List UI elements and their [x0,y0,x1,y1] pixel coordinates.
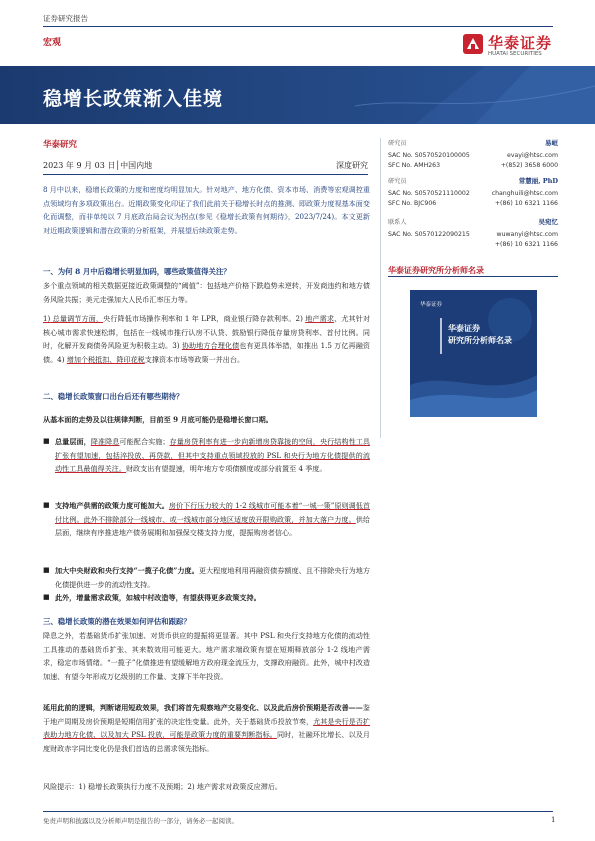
analyst-name: 易峘 [545,139,558,147]
brand-label: 华泰研究 [43,140,78,150]
intro-text: 8 月中以来，稳增长政策的力度和密度均明显加大。针对地产、地方化债、资本市场、消费等宏观调控重点领域均有多项政策出台。近期政策变化印证了我们此前关于稳增长时点的推测、即政策力度视基本面变化而调整，而非单纯以 7 月底政治局会议为拐点(参见《稳增长政策有何期待》，2023/7/24)。本文更新对近期政策逻辑和潜在政策的分析框架，并展望后续政策走势。 [43,185,370,235]
company-logo [462,30,572,64]
directory-card-art [410,290,537,417]
bullet-3-lead: 加大中央财政和央行支持“一揽子化债”力度。 [55,566,199,575]
report-type: 证券研究报告 [43,14,88,23]
report-date: 2023 年 9 月 03 日│中国内地 [43,161,153,170]
analyst-email[interactable]: evayi@htsc.com [507,152,558,159]
s1-p2-part: 增加个税抵扣、降印花税 [66,354,145,364]
section-2-lead: 从基本面的走势及以往规律判断，目前至 9 月底可能仍是稳增长窗口期。 [43,415,273,424]
bullet-icon: ■ [43,593,50,601]
section-3-p1-text: 降息之外，若基础货币扩张加速、对货币供应的提振将更显著。其中 PSL 和央行支持地方化债的流动性工具推动的基础货币扩张、其来数效用可能更大。地产需求端政策有望在短期释放部分 1-2 线地产需求，稳定市场情绪。“一揽子”化债推进有望缓解地方政府现金流压力，支撑政府融资。此外，城中村改造加速、有望今年形成万亿级别的工作量、支撑下半年投资。 [43,631,370,681]
risk-note: 风险提示：1) 稳增长政策执行力度不及预期；2) 地产需求对政策反应滞后。 [43,782,282,791]
bullet-4-text: 此外，增量需求政策，如城中村改造等，有望获得更多政策支持。 [55,593,261,602]
analyst-sfc: SFC No. AMH263 [388,162,441,169]
analyst-sac: SAC No. S0570122090215 [388,231,470,238]
report-kind: 深度研究 [336,161,368,170]
s1-p2-part: 央行降低市场操作利率和 1 年 LPR，商业银行降存款利率。2) [103,314,306,323]
analyst-email[interactable]: changhuili@htsc.com [491,190,558,197]
section-1-heading: 一、为何 8 月中后稳增长明显加码，哪些政策值得关注？ [43,267,231,276]
bullet-1-part: 存量房贷利率有进一步向新增房贷靠拢的空间，央行结构性工具扩张有望加速，包括淬投放、再贷款，但其中支持重点领域投放的 PSL 和央行为地方化债提供的流动性工具最值得关注。 [55,437,371,474]
bullet-icon: ■ [43,437,50,445]
bullet-1-part: 可能配合实施； [119,437,170,446]
analyst-phone: +(86) 10 6321 1166 [494,200,558,207]
s1-p2-part: 也有更具体举措，如推出 1.5 万亿再融资债。4) [43,341,370,364]
logo-text-en: HUATAI SECURITIES [488,51,542,57]
bullet-1 [43,435,370,476]
section-1-p2 [43,312,370,366]
card-logo: 华泰证券 [420,302,443,308]
section-3-p1 [43,629,370,683]
analyst-email[interactable]: wuwanyi@htsc.com [496,231,558,238]
section-3-p2 [43,701,370,755]
s3-p2-lead: 延用此前的逻辑，判断诸用短政效果，我们将首先观察地产交易变化、以及此后房价预期是否改善—— [43,703,363,712]
report-title: 稳增长政策渐入佳境 [43,88,224,110]
analyst-sfc: SFC No. BJC906 [388,200,437,207]
section-tag: 宏观 [43,38,62,48]
card-caption [448,322,512,346]
bullet-4 [43,591,370,605]
analyst-sac: SAC No. S0570521110002 [388,190,470,197]
bullet-1-lead: 总量层面， [55,437,91,446]
s3-p2-part: 鉴于地产周期及房价预期是短期信用扩张的决定性变量。此外，关于基础货币投放节奏， [43,703,370,726]
s3-p2-part: 同时，社融环比增长、以及月度财政赤字同比变化仍是我们首选的总需求领先指标。 [43,730,371,753]
analyst-phone: +(852) 3658 6000 [500,162,558,169]
bullet-1-part: 降准降息 [90,437,120,446]
analyst-panel [388,138,558,248]
promo-rule [388,276,558,277]
bullet-icon: ■ [43,566,50,574]
analyst-name: 吴宛忆 [538,218,558,226]
analyst-role: 联系人 [388,219,407,226]
logo-icon [462,33,484,55]
s3-p2-part: 尤其是央行是否扩表助力地方化债、以及加大 PSL 投放，可能是政策力度的重要判断指标。 [43,716,370,740]
s1-p2-part: 协助地方合理化债 [181,341,240,351]
dateline-rule [43,174,368,175]
analyst-role: 研究员 [388,178,407,185]
intro-paragraph [43,183,370,237]
column-divider [380,138,381,438]
bullet-1-part: 财政支出有望提速，明年地方专项债额度或部分前置至 4 季度。 [125,464,327,474]
bullet-3 [43,564,370,591]
s1-p2-part: 1) 总量调节方面， [43,314,104,323]
title-banner [0,66,595,124]
bullet-2 [43,499,370,540]
footer-disclaimer: 免责声明和披露以及分析师声明是报告的一部分，请务必一起阅读。 [43,817,238,825]
card-caption-line: 研究所分析师名录 [448,335,512,345]
analyst-directory-card[interactable] [410,290,537,417]
page-number: 1 [551,816,556,824]
footer-rule [43,811,553,812]
analyst-name: 常慧丽, PhD [518,177,558,185]
bullet-icon: ■ [43,501,50,509]
section-1-p1 [43,279,370,306]
promo-title: 华泰证券研究所分析师名录 [388,265,484,275]
card-caption-line: 华泰证券 [448,323,480,333]
analyst-role: 研究员 [388,140,407,147]
banner-decoration [355,66,595,124]
bullet-2-part: 供给层面，继续有序推进地产债务展期和加强保交楼支持力度，提振购房者信心。 [55,514,371,538]
s1-p2-part: 、尤其针对核心城市需求快速松绑，包括在一线城市推行认房不认贷、鼓励银行降低存量房贷利率、首付比例。同时，化解开发商债务风险更为积极主动。3) [43,314,370,351]
analyst-phone: +(86) 10 6321 1166 [494,241,558,248]
section-1-p1-text: 多个重点领域的相关数据更接近政策调整的“阈值”：包括地产价格下跌趋势未逆转，开发商违约和地方债务风险共振；美元走强加大人民币汇率压力等。 [43,281,370,304]
s1-p2-part: 地产需求 [305,314,335,323]
bullet-2-lead: 支持地产供需的政策力度可能加大。 [55,501,169,510]
logo-text-cn: 华泰证券 [488,34,553,52]
bullet-3-part: 更大程度地利用再融资债券额度、且不排除央行为地方化债提供进一步的流动性支持。 [55,566,371,589]
s1-p2-part: 支撑资本市场等政策一并出台。 [144,354,245,364]
header-rule [43,26,553,27]
analyst-sac: SAC No. S0570520100005 [388,152,470,159]
section-2-heading: 二、稳增长政策窗口出台后还有哪些期待？ [43,392,184,401]
bullet-2-part: 房价下行压力较大的 1-2 线城市可能本着“一城一策”原则调低首付比例。此外不排除部分一线城市、或一线城市部分地区适度放开限购政策，并加大落户力度。 [55,501,371,524]
dateline [43,160,368,171]
section-3-heading: 三、稳增长政策的潜在效果如何评估和跟踪？ [43,617,191,626]
